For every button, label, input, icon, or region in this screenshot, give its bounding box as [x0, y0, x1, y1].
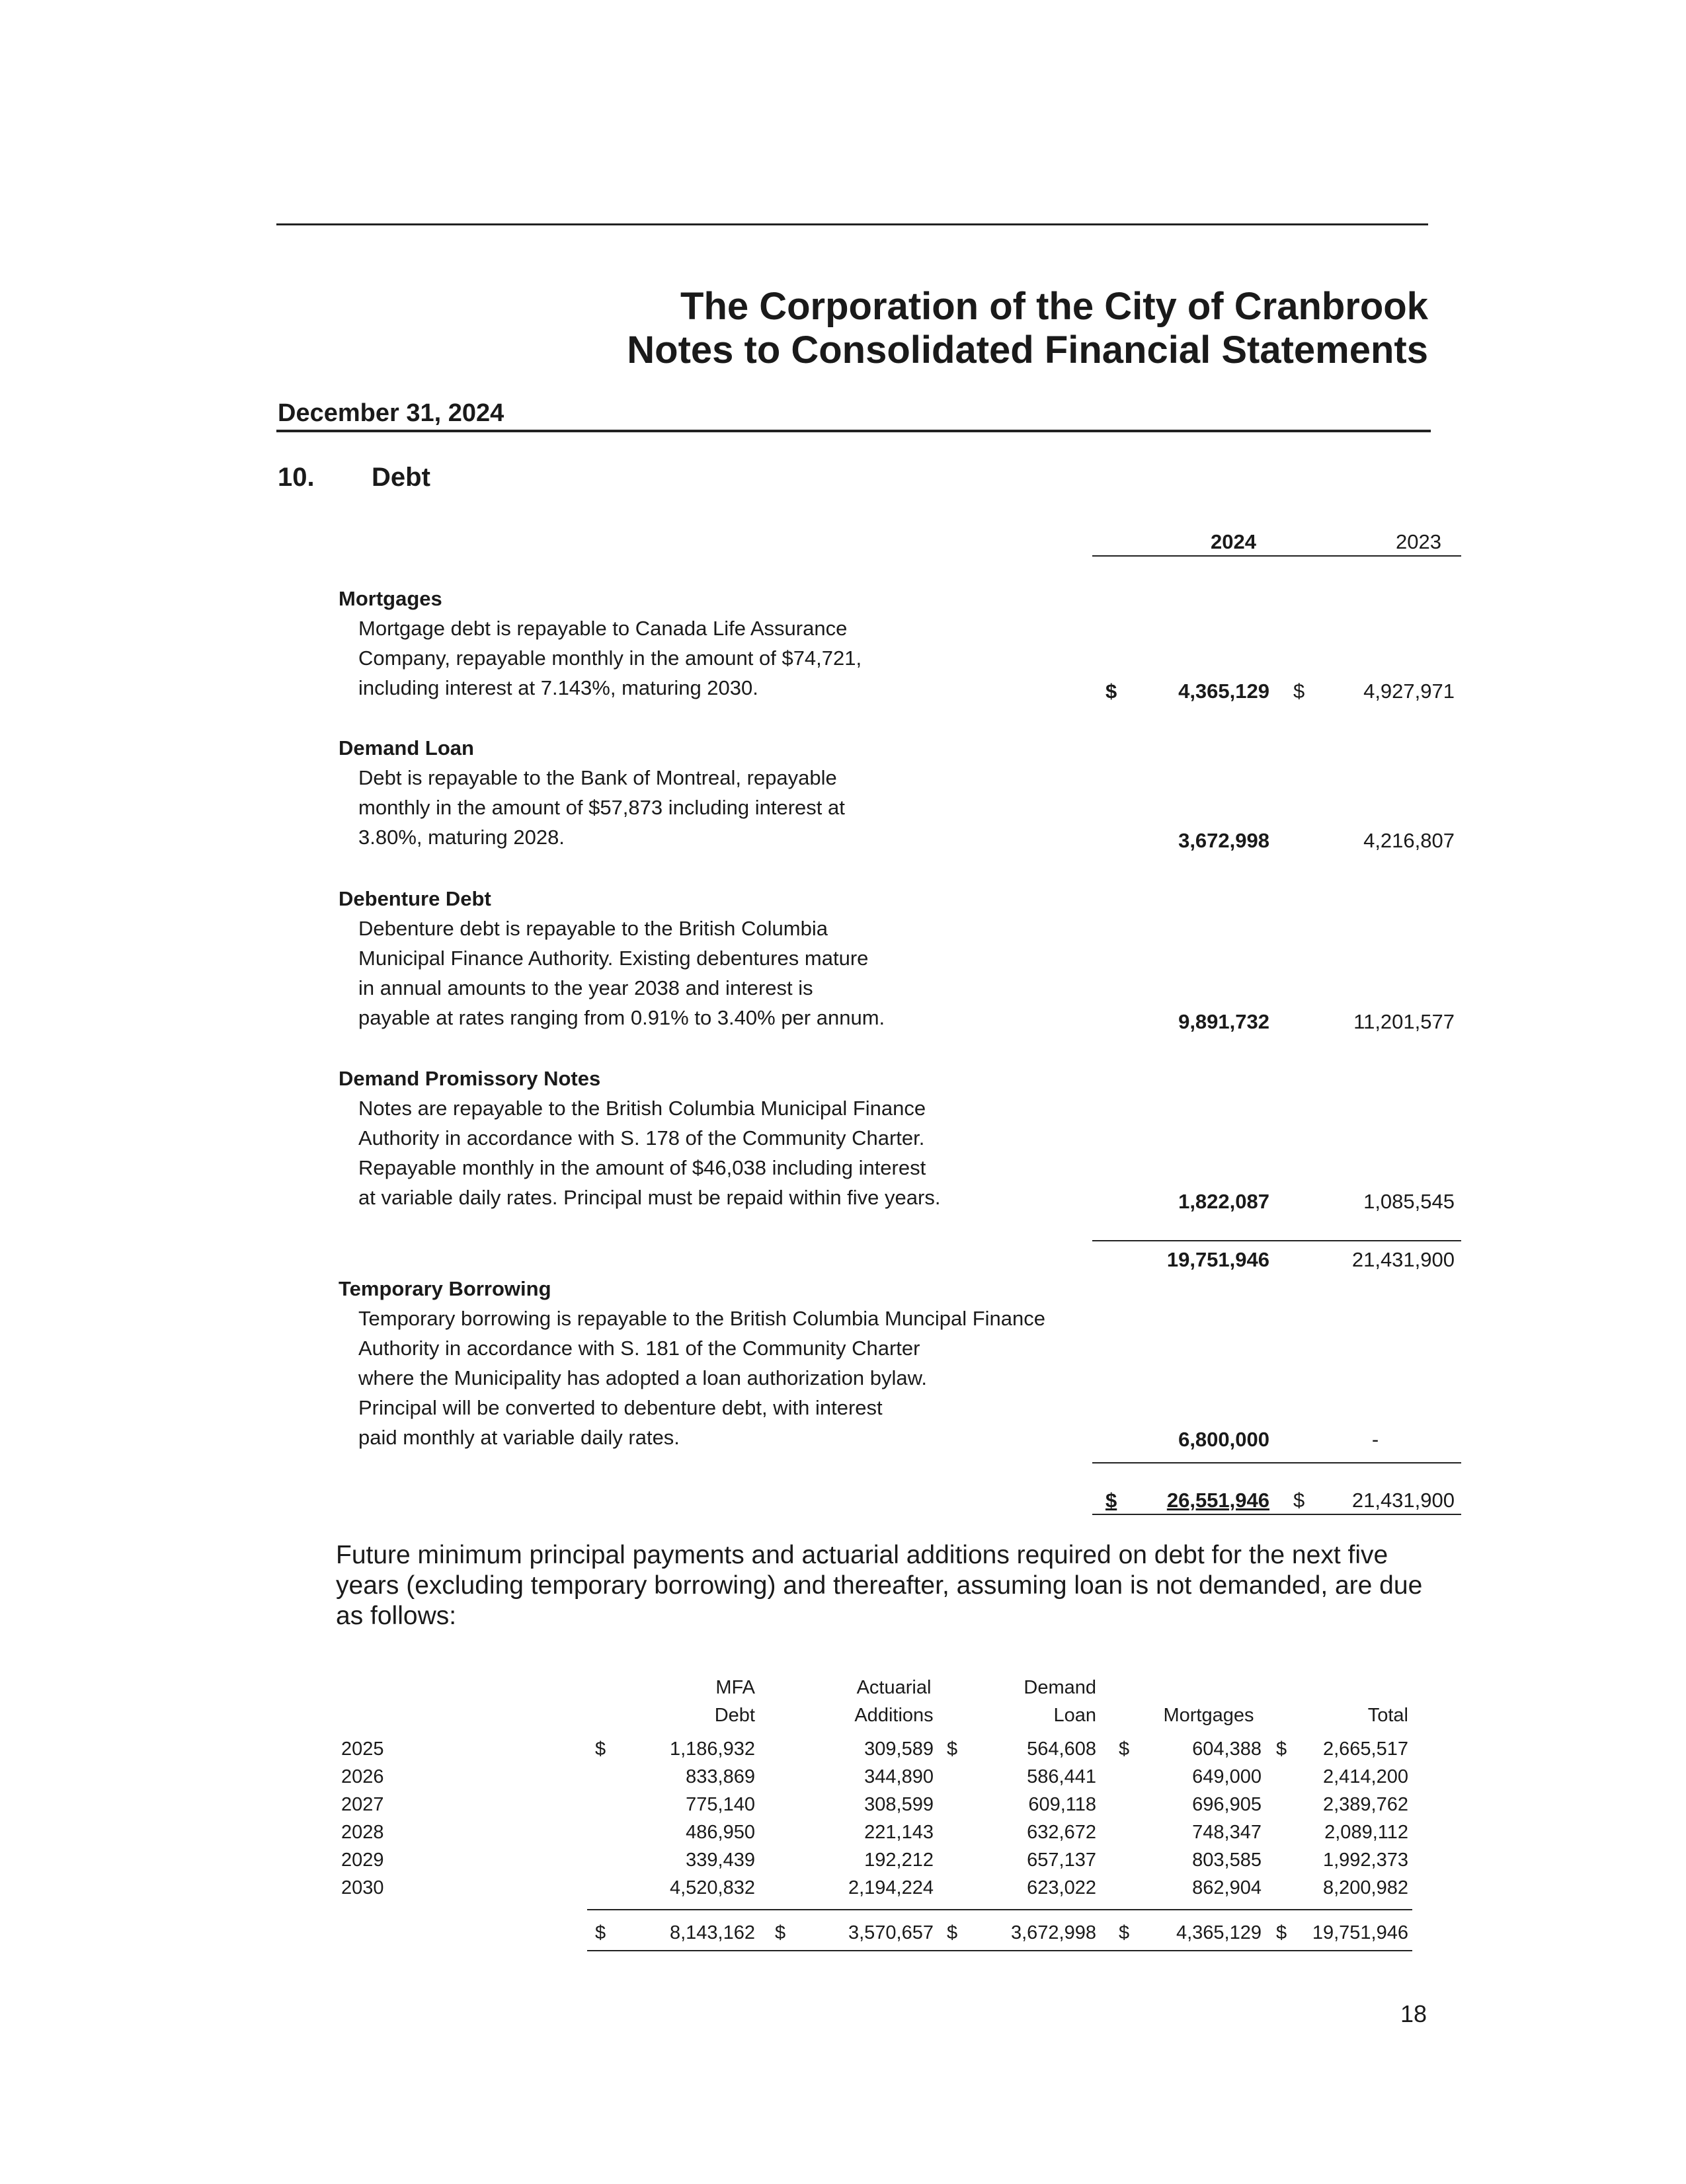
currency-symbol: $ — [947, 1738, 958, 1760]
item-description-demand-promissory-notes — [358, 1093, 940, 1212]
item-heading-temporary-borrowing: Temporary Borrowing — [339, 1277, 551, 1300]
item-heading-demand-promissory-notes: Demand Promissory Notes — [339, 1067, 601, 1090]
header-line — [1149, 1674, 1268, 1701]
statement-date: December 31, 2024 — [278, 399, 504, 427]
total-demand-loan: 3,672,998 — [1010, 1922, 1096, 1943]
row-demand-loan: 623,022 — [1027, 1877, 1096, 1898]
document-title-line2: Notes to Consolidated Financial Statements — [627, 329, 1428, 371]
row-actuarial: 308,599 — [864, 1794, 934, 1815]
description-line: Authority in accordance with S. 181 of the Community Charter — [358, 1337, 920, 1360]
row-total: 2,665,517 — [1322, 1738, 1408, 1760]
table-row — [0, 1822, 1686, 1850]
value-2023-mortgages: 4,927,971 — [1363, 680, 1455, 703]
row-actuarial: 192,212 — [864, 1850, 934, 1871]
row-demand-loan: 564,608 — [1027, 1738, 1096, 1760]
section-title: Debt — [372, 463, 430, 492]
table-row — [0, 1794, 1686, 1822]
subtotal-rule — [1092, 1240, 1461, 1241]
row-actuarial: 344,890 — [864, 1766, 934, 1787]
future-payments-paragraph — [336, 1540, 1473, 1631]
page-number: 18 — [1400, 2000, 1427, 2027]
row-total: 8,200,982 — [1322, 1877, 1408, 1898]
description-line: Debt is repayable to the Bank of Montreal, repayable — [358, 766, 837, 789]
top-rule — [276, 223, 1428, 225]
currency-symbol: $ — [947, 1922, 958, 1943]
header-line: Mortgages — [1163, 1705, 1254, 1726]
row-mfa: 4,520,832 — [669, 1877, 755, 1898]
description-line: at variable daily rates. Principal must be repaid within five years. — [358, 1186, 941, 1209]
item-heading-debenture-debt: Debenture Debt — [339, 887, 491, 910]
description-line: including interest at 7.143%, maturing 2030. — [358, 676, 758, 699]
value-2024-temporary-borrowing: 6,800,000 — [1178, 1428, 1269, 1451]
row-total: 2,414,200 — [1322, 1766, 1408, 1787]
row-mfa: 1,186,932 — [669, 1738, 755, 1760]
schedule-total-rule — [587, 1950, 1412, 1951]
row-mfa: 775,140 — [686, 1794, 755, 1815]
column-header-2024: 2024 — [1211, 530, 1256, 553]
header-line: Debt — [714, 1705, 755, 1726]
description-line: Company, repayable monthly in the amount of $74,721, — [358, 646, 862, 670]
header-line — [1322, 1674, 1408, 1701]
column-header-2023: 2023 — [1396, 530, 1441, 553]
column-header-rule — [1092, 555, 1461, 557]
currency-symbol: $ — [1105, 680, 1117, 703]
currency-symbol: $ — [1276, 1922, 1287, 1943]
header-line: Demand — [1024, 1677, 1096, 1698]
row-demand-loan: 632,672 — [1027, 1822, 1096, 1843]
currency-symbol: $ — [775, 1922, 786, 1943]
header-line: Actuarial — [856, 1677, 932, 1698]
description-line: Repayable monthly in the amount of $46,038 including interest — [358, 1156, 926, 1179]
row-actuarial: 221,143 — [864, 1822, 934, 1843]
document-title-line1: The Corporation of the City of Cranbrook — [680, 285, 1428, 328]
subtotal-2023: 21,431,900 — [1351, 1248, 1455, 1271]
currency-symbol: $ — [1293, 680, 1305, 703]
description-line: Municipal Finance Authority. Existing debentures mature — [358, 947, 869, 970]
row-demand-loan: 657,137 — [1027, 1850, 1096, 1871]
item-description-temporary-borrowing — [358, 1304, 1045, 1452]
total-total: 19,751,946 — [1312, 1922, 1408, 1943]
schedule-header-demand-loan — [992, 1674, 1096, 1729]
schedule-totals-row — [0, 1922, 1686, 1950]
paragraph-line: years (excluding temporary borrowing) and thereafter, assuming loan is not demanded, are due — [336, 1571, 1423, 1600]
row-actuarial: 309,589 — [864, 1738, 934, 1760]
value-2023-debenture-debt: 11,201,577 — [1353, 1010, 1455, 1033]
value-2024-demand-loan: 3,672,998 — [1178, 829, 1269, 852]
header-line: Additions — [854, 1705, 934, 1726]
schedule-header-mfa — [661, 1674, 755, 1729]
table-row — [0, 1877, 1686, 1905]
description-line: 3.80%, maturing 2028. — [358, 826, 565, 849]
row-year: 2029 — [341, 1850, 384, 1871]
paragraph-line: as follows: — [336, 1602, 457, 1630]
description-line: Principal will be converted to debenture debt, with interest — [358, 1396, 883, 1419]
total-2024: 26,551,946 — [1166, 1489, 1269, 1512]
total-mfa: 8,143,162 — [669, 1922, 755, 1943]
row-year: 2026 — [341, 1766, 384, 1787]
header-line: Total — [1367, 1705, 1408, 1726]
schedule-header-mortgages — [1149, 1674, 1268, 1729]
schedule-header-actuarial — [834, 1674, 953, 1729]
row-total: 2,089,112 — [1324, 1822, 1408, 1843]
description-line: Temporary borrowing is repayable to the British Columbia Muncipal Finance — [358, 1307, 1045, 1330]
description-line: Mortgage debt is repayable to Canada Life Assurance — [358, 617, 848, 640]
schedule-header-total — [1322, 1674, 1408, 1729]
row-year: 2027 — [341, 1794, 384, 1815]
row-year: 2030 — [341, 1877, 384, 1898]
total-2023: 21,431,900 — [1351, 1489, 1455, 1512]
currency-symbol: $ — [1276, 1738, 1287, 1760]
item-description-mortgages — [358, 613, 862, 703]
row-mortgages: 803,585 — [1192, 1850, 1262, 1871]
total-top-rule — [1092, 1462, 1461, 1463]
paragraph-line: Future minimum principal payments and actuarial additions required on debt for the next five — [336, 1541, 1388, 1569]
row-mortgages: 649,000 — [1192, 1766, 1262, 1787]
header-line: Loan — [1053, 1705, 1096, 1726]
table-row — [0, 1738, 1686, 1766]
row-mfa: 339,439 — [686, 1850, 755, 1871]
description-line: Debenture debt is repayable to the British Columbia — [358, 917, 828, 940]
value-2024-debenture-debt: 9,891,732 — [1178, 1010, 1269, 1033]
row-mfa: 486,950 — [686, 1822, 755, 1843]
row-mortgages: 862,904 — [1192, 1877, 1262, 1898]
currency-symbol: $ — [1119, 1922, 1130, 1943]
row-demand-loan: 586,441 — [1027, 1766, 1096, 1787]
currency-symbol: $ — [1293, 1489, 1305, 1512]
row-demand-loan: 609,118 — [1028, 1794, 1096, 1815]
description-line: payable at rates ranging from 0.91% to 3.40% per annum. — [358, 1006, 885, 1029]
item-heading-mortgages: Mortgages — [339, 587, 442, 610]
section-number: 10. — [278, 463, 315, 492]
row-mfa: 833,869 — [686, 1766, 755, 1787]
currency-symbol: $ — [1119, 1738, 1130, 1760]
row-year: 2025 — [341, 1738, 384, 1760]
description-line: Authority in accordance with S. 178 of the Community Charter. — [358, 1126, 925, 1150]
value-2023-temporary-borrowing: - — [1371, 1428, 1379, 1451]
value-2023-demand-loan: 4,216,807 — [1363, 829, 1455, 852]
item-description-demand-loan — [358, 763, 845, 852]
currency-symbol: $ — [595, 1922, 606, 1943]
row-actuarial: 2,194,224 — [848, 1877, 934, 1898]
header-line: MFA — [715, 1677, 755, 1698]
currency-symbol: $ — [595, 1738, 606, 1760]
date-rule — [276, 430, 1431, 432]
table-row — [0, 1850, 1686, 1877]
description-line: monthly in the amount of $57,873 including interest at — [358, 796, 845, 819]
table-row — [0, 1766, 1686, 1794]
value-2024-mortgages: 4,365,129 — [1178, 680, 1269, 703]
value-2024-demand-promissory-notes: 1,822,087 — [1178, 1190, 1269, 1213]
schedule-rows — [0, 1738, 1686, 1905]
description-line: in annual amounts to the year 2038 and interest is — [358, 976, 813, 999]
description-line: Notes are repayable to the British Columbia Municipal Finance — [358, 1097, 926, 1120]
total-bottom-rule — [1092, 1514, 1461, 1515]
description-line: paid monthly at variable daily rates. — [358, 1426, 680, 1449]
item-heading-demand-loan: Demand Loan — [339, 736, 474, 760]
total-actuarial: 3,570,657 — [848, 1922, 934, 1943]
item-description-debenture-debt — [358, 914, 885, 1033]
row-mortgages: 604,388 — [1192, 1738, 1262, 1760]
row-mortgages: 696,905 — [1192, 1794, 1262, 1815]
schedule-subtotal-rule — [587, 1909, 1412, 1910]
total-mortgages: 4,365,129 — [1176, 1922, 1262, 1943]
description-line: where the Municipality has adopted a loan authorization bylaw. — [358, 1366, 927, 1389]
value-2023-demand-promissory-notes: 1,085,545 — [1363, 1190, 1455, 1213]
row-mortgages: 748,347 — [1192, 1822, 1262, 1843]
row-year: 2028 — [341, 1822, 384, 1843]
row-total: 1,992,373 — [1322, 1850, 1408, 1871]
row-total: 2,389,762 — [1322, 1794, 1408, 1815]
currency-symbol: $ — [1105, 1489, 1117, 1512]
subtotal-2024: 19,751,946 — [1166, 1248, 1269, 1271]
